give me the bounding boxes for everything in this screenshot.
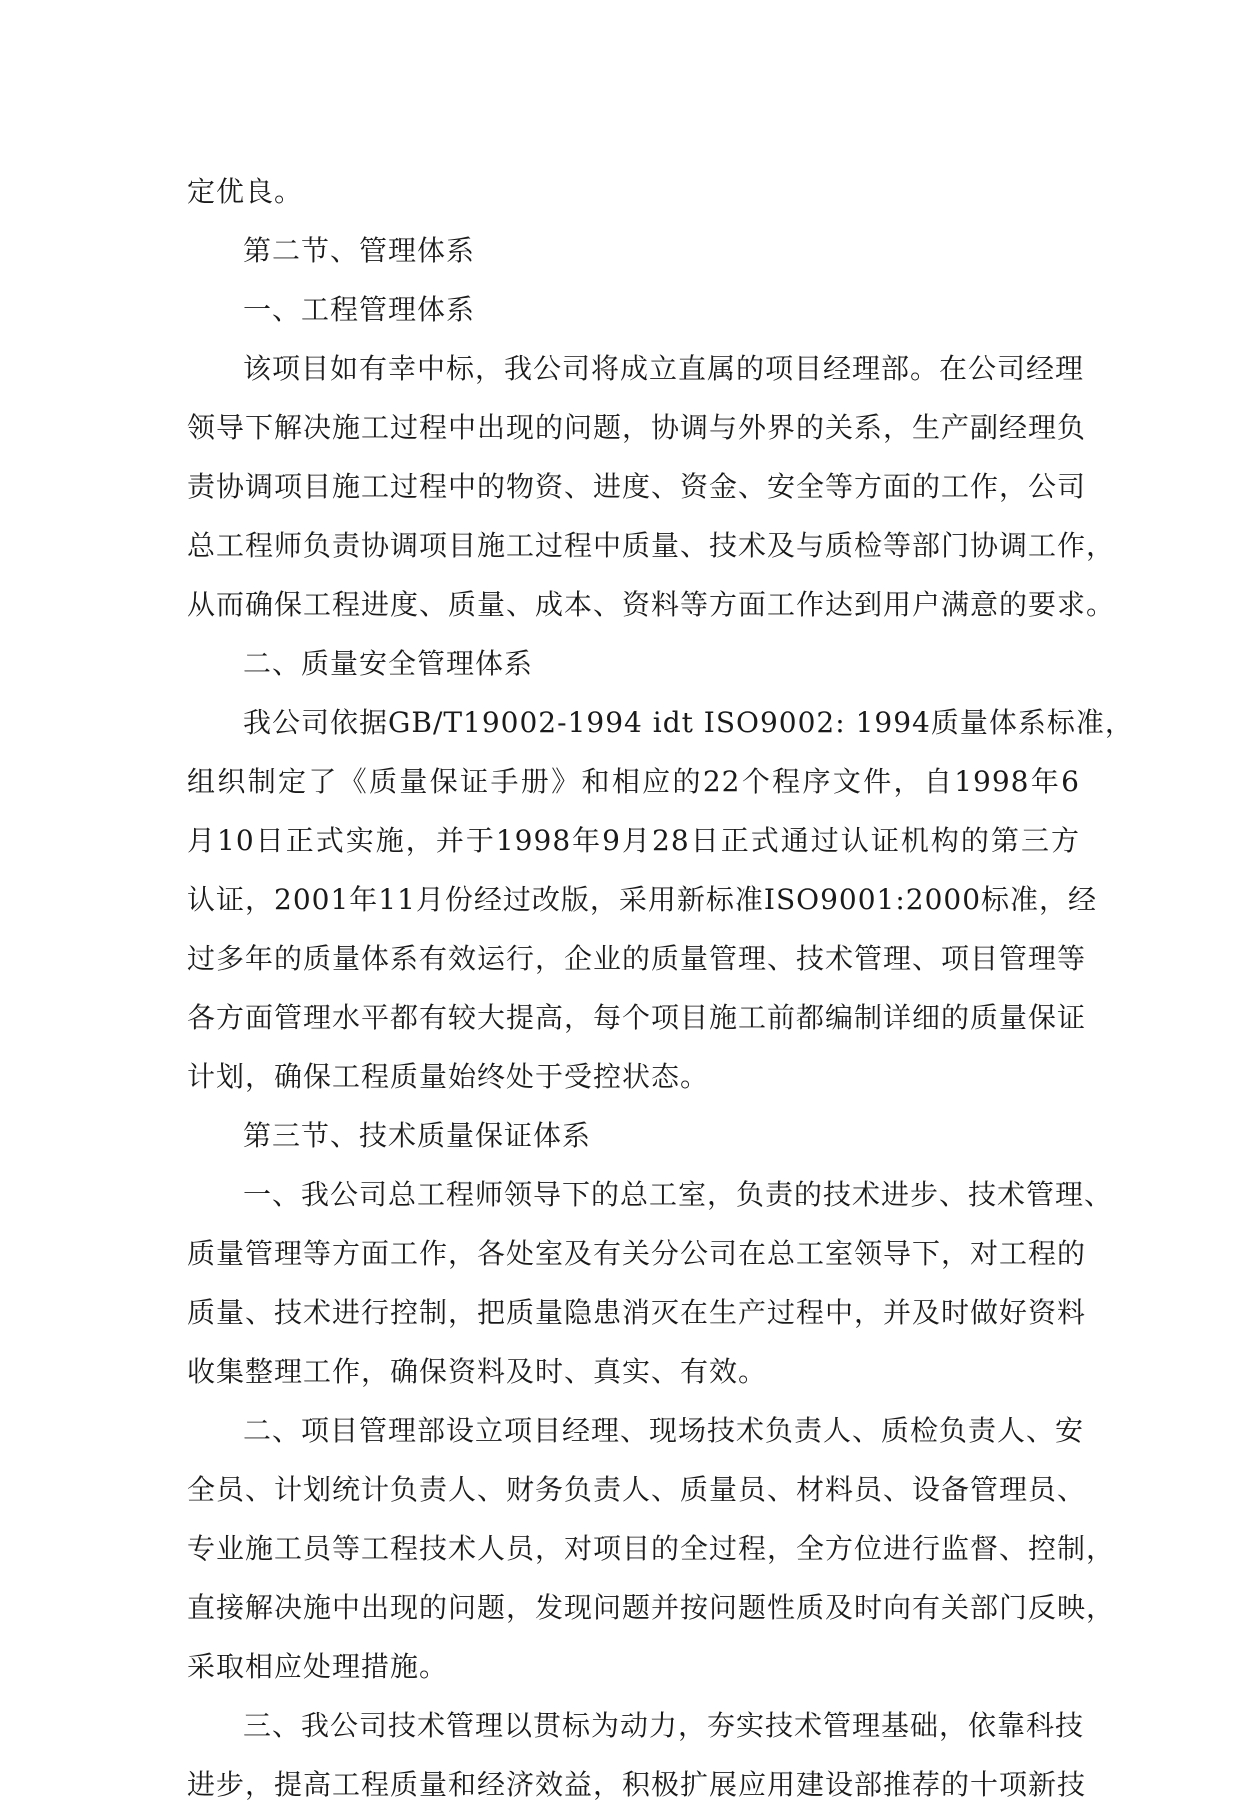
text-line: 该项目如有幸中标，我公司将成立直属的项目经理部。在公司经理 xyxy=(243,352,1085,385)
text-line: 过多年的质量体系有效运行，企业的质量管理、技术管理、项目管理等 xyxy=(187,942,1087,975)
text-line: 质量管理等方面工作，各处室及有关分公司在总工室领导下，对工程的 xyxy=(187,1237,1087,1270)
text-line: 组织制定了《质量保证手册》和相应的22个程序文件，自1998年6 xyxy=(187,765,1080,798)
text-line: 计划，确保工程质量始终处于受控状态。 xyxy=(187,1060,710,1093)
subsection-heading: 一、工程管理体系 xyxy=(243,293,476,326)
section-heading: 第二节、管理体系 xyxy=(243,234,476,267)
text-line: 认证，2001年11月份经过改版，采用新标准ISO9001:2000标准，经 xyxy=(187,883,1098,916)
text-line: 领导下解决施工过程中出现的问题，协调与外界的关系，生产副经理负 xyxy=(187,411,1087,444)
text-line: 直接解决施中出现的问题，发现问题并按问题性质及时向有关部门反映， xyxy=(187,1591,1116,1624)
subsection-heading: 二、质量安全管理体系 xyxy=(243,647,534,680)
text-line: 采取相应处理措施。 xyxy=(187,1650,449,1683)
text-line: 月10日正式实施，并于1998年9月28日正式通过认证机构的第三方 xyxy=(187,824,1080,857)
text-line: 一、我公司总工程师领导下的总工室，负责的技术进步、技术管理、 xyxy=(243,1178,1114,1211)
text-line: 专业施工员等工程技术人员，对项目的全过程，全方位进行监督、控制， xyxy=(187,1532,1116,1565)
text-line: 从而确保工程进度、质量、成本、资料等方面工作达到用户满意的要求。 xyxy=(187,588,1116,621)
text-line: 三、我公司技术管理以贯标为动力，夯实技术管理基础，依靠科技 xyxy=(243,1709,1085,1742)
text-line: 各方面管理水平都有较大提高，每个项目施工前都编制详细的质量保证 xyxy=(187,1001,1087,1034)
text-line: 总工程师负责协调项目施工过程中质量、技术及与质检等部门协调工作， xyxy=(187,529,1116,562)
text-line: 责协调项目施工过程中的物资、进度、资金、安全等方面的工作，公司 xyxy=(187,470,1087,503)
text-line: 收集整理工作，确保资料及时、真实、有效。 xyxy=(187,1355,768,1388)
text-line: 二、项目管理部设立项目经理、现场技术负责人、质检负责人、安 xyxy=(243,1414,1085,1447)
text-line: 进步，提高工程质量和经济效益，积极扩展应用建设部推荐的十项新技 xyxy=(187,1768,1087,1801)
paragraph-continuation: 定优良。 xyxy=(187,175,304,208)
document-page xyxy=(187,162,1134,1814)
text-line: 质量、技术进行控制，把质量隐患消灭在生产过程中，并及时做好资料 xyxy=(187,1296,1087,1329)
section-heading: 第三节、技术质量保证体系 xyxy=(243,1119,592,1152)
text-line: 我公司依据GB/T19002-1994 idt ISO9002: 1994质量体系标准， xyxy=(243,706,1134,739)
text-line: 全员、计划统计负责人、财务负责人、质量员、材料员、设备管理员、 xyxy=(187,1473,1087,1506)
